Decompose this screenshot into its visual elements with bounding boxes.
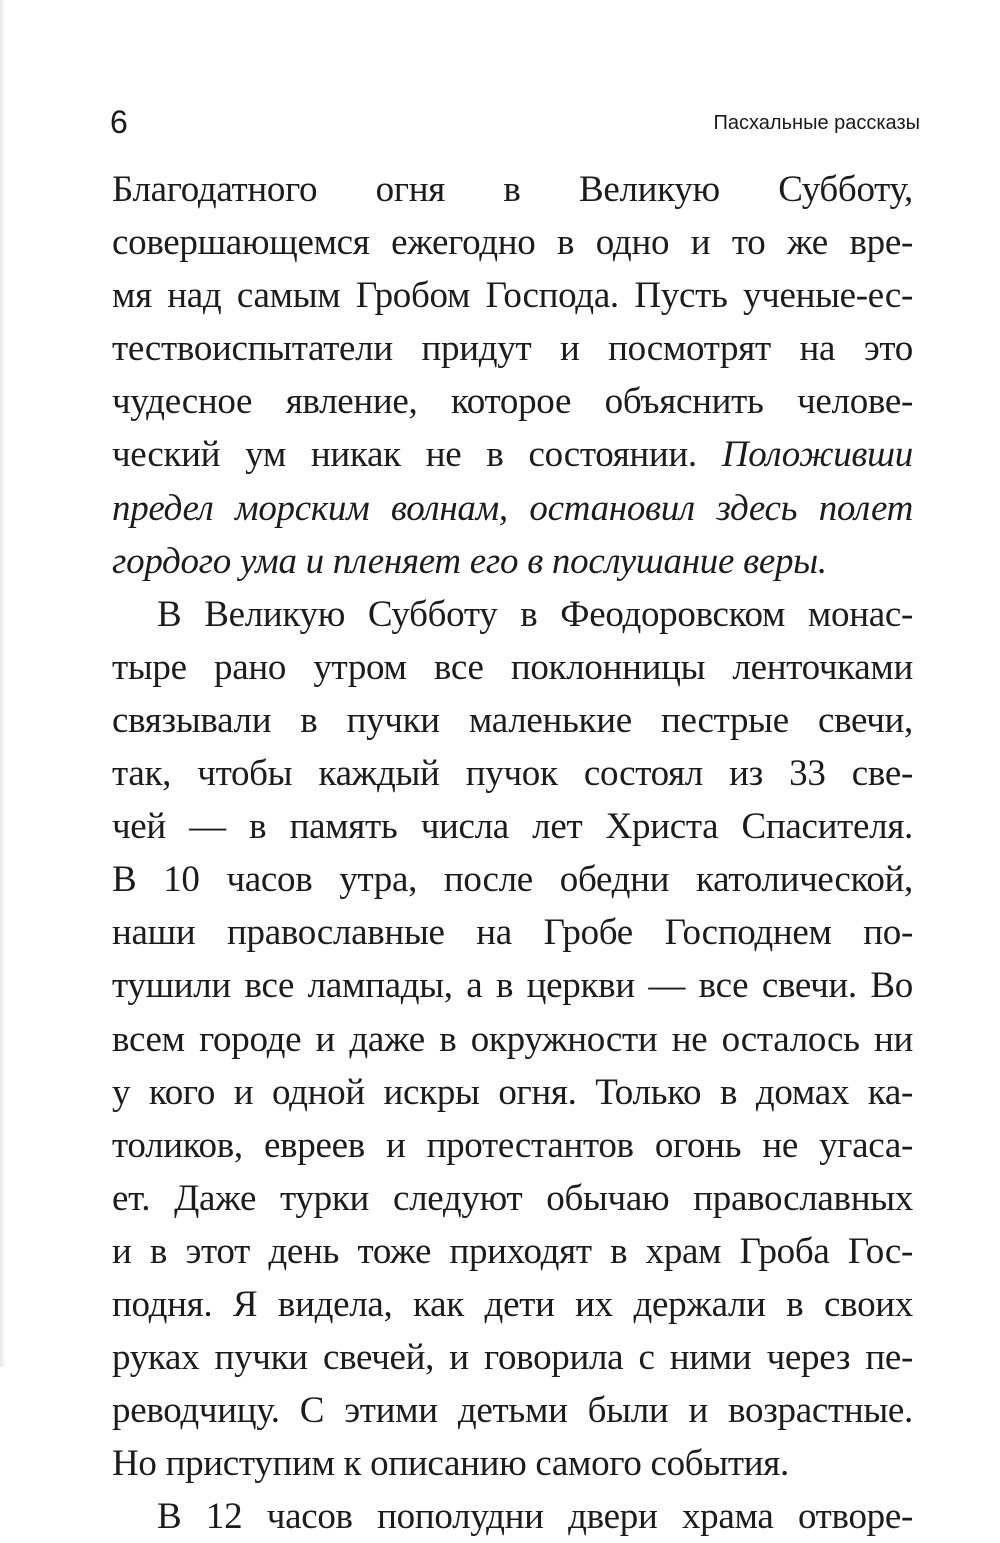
text-line: тыре рано утром все поклонницы ленточками <box>112 646 913 688</box>
text-line <box>112 428 913 481</box>
text-line: Но приступим к описанию самого события. <box>112 1443 789 1485</box>
text-line: чей — в память числа лет Христа Спасителя. <box>112 806 913 848</box>
page-number: 6 <box>110 104 128 140</box>
text-line: тествоиспытатели придут и посмотрят на это <box>112 328 913 370</box>
text-line: наши православные на Гробе Господнем по- <box>112 912 913 954</box>
body-text <box>112 163 913 1543</box>
text-line-italic: предел морским волнам, остановил здесь полет <box>112 487 913 529</box>
text-line: всем городе и даже в окружности не осталось ни <box>112 1018 913 1060</box>
running-title: Пасхальные рассказы <box>713 112 920 134</box>
text-line-regular: ческий ум никак не в состоянии. <box>112 434 697 476</box>
page-header <box>110 104 920 144</box>
text-line: тушили все лампады, а в церкви — все свечи. Во <box>112 965 913 1007</box>
text-line: чудесное явление, которое объяснить челове- <box>112 381 913 423</box>
text-line: В 10 часов утра, после обедни католической, <box>112 859 913 901</box>
text-line: у кого и одной искры огня. Только в домах ка- <box>112 1071 913 1113</box>
paragraph-start-line: В Великую Субботу в Феодоровском монас- <box>157 593 913 635</box>
paragraph-start-line: В 12 часов пополудни двери храма отворе- <box>157 1496 913 1538</box>
text-line: Благодатного огня в Великую Субботу, <box>112 169 913 210</box>
text-line: совершающемся ежегодно в одно и то же вре- <box>112 222 913 264</box>
text-line: мя над самым Гробом Господа. Пусть ученые-ес- <box>112 275 913 317</box>
page-edge-shadow <box>0 0 6 1367</box>
text-line: так, чтобы каждый пучок состоял из 33 све- <box>112 753 913 795</box>
text-line: толиков, евреев и протестантов огонь не угаса- <box>112 1124 913 1166</box>
text-line: и в этот день тоже приходят в храм Гроба Гос- <box>112 1230 913 1272</box>
text-line-italic: гордого ума и пленяет его в послушание веры. <box>112 540 827 582</box>
text-line: связывали в пучки маленькие пестрые свечи, <box>112 699 913 741</box>
text-line: подня. Я видела, как дети их держали в своих <box>112 1283 913 1325</box>
text-line: ет. Даже турки следуют обычаю православных <box>112 1177 913 1219</box>
text-line-italic-tail: Положивши <box>721 434 913 476</box>
text-line: реводчицу. С этими детьми были и возрастные. <box>112 1390 913 1432</box>
text-line: руках пучки свечей, и говорила с ними через пе- <box>112 1337 913 1379</box>
